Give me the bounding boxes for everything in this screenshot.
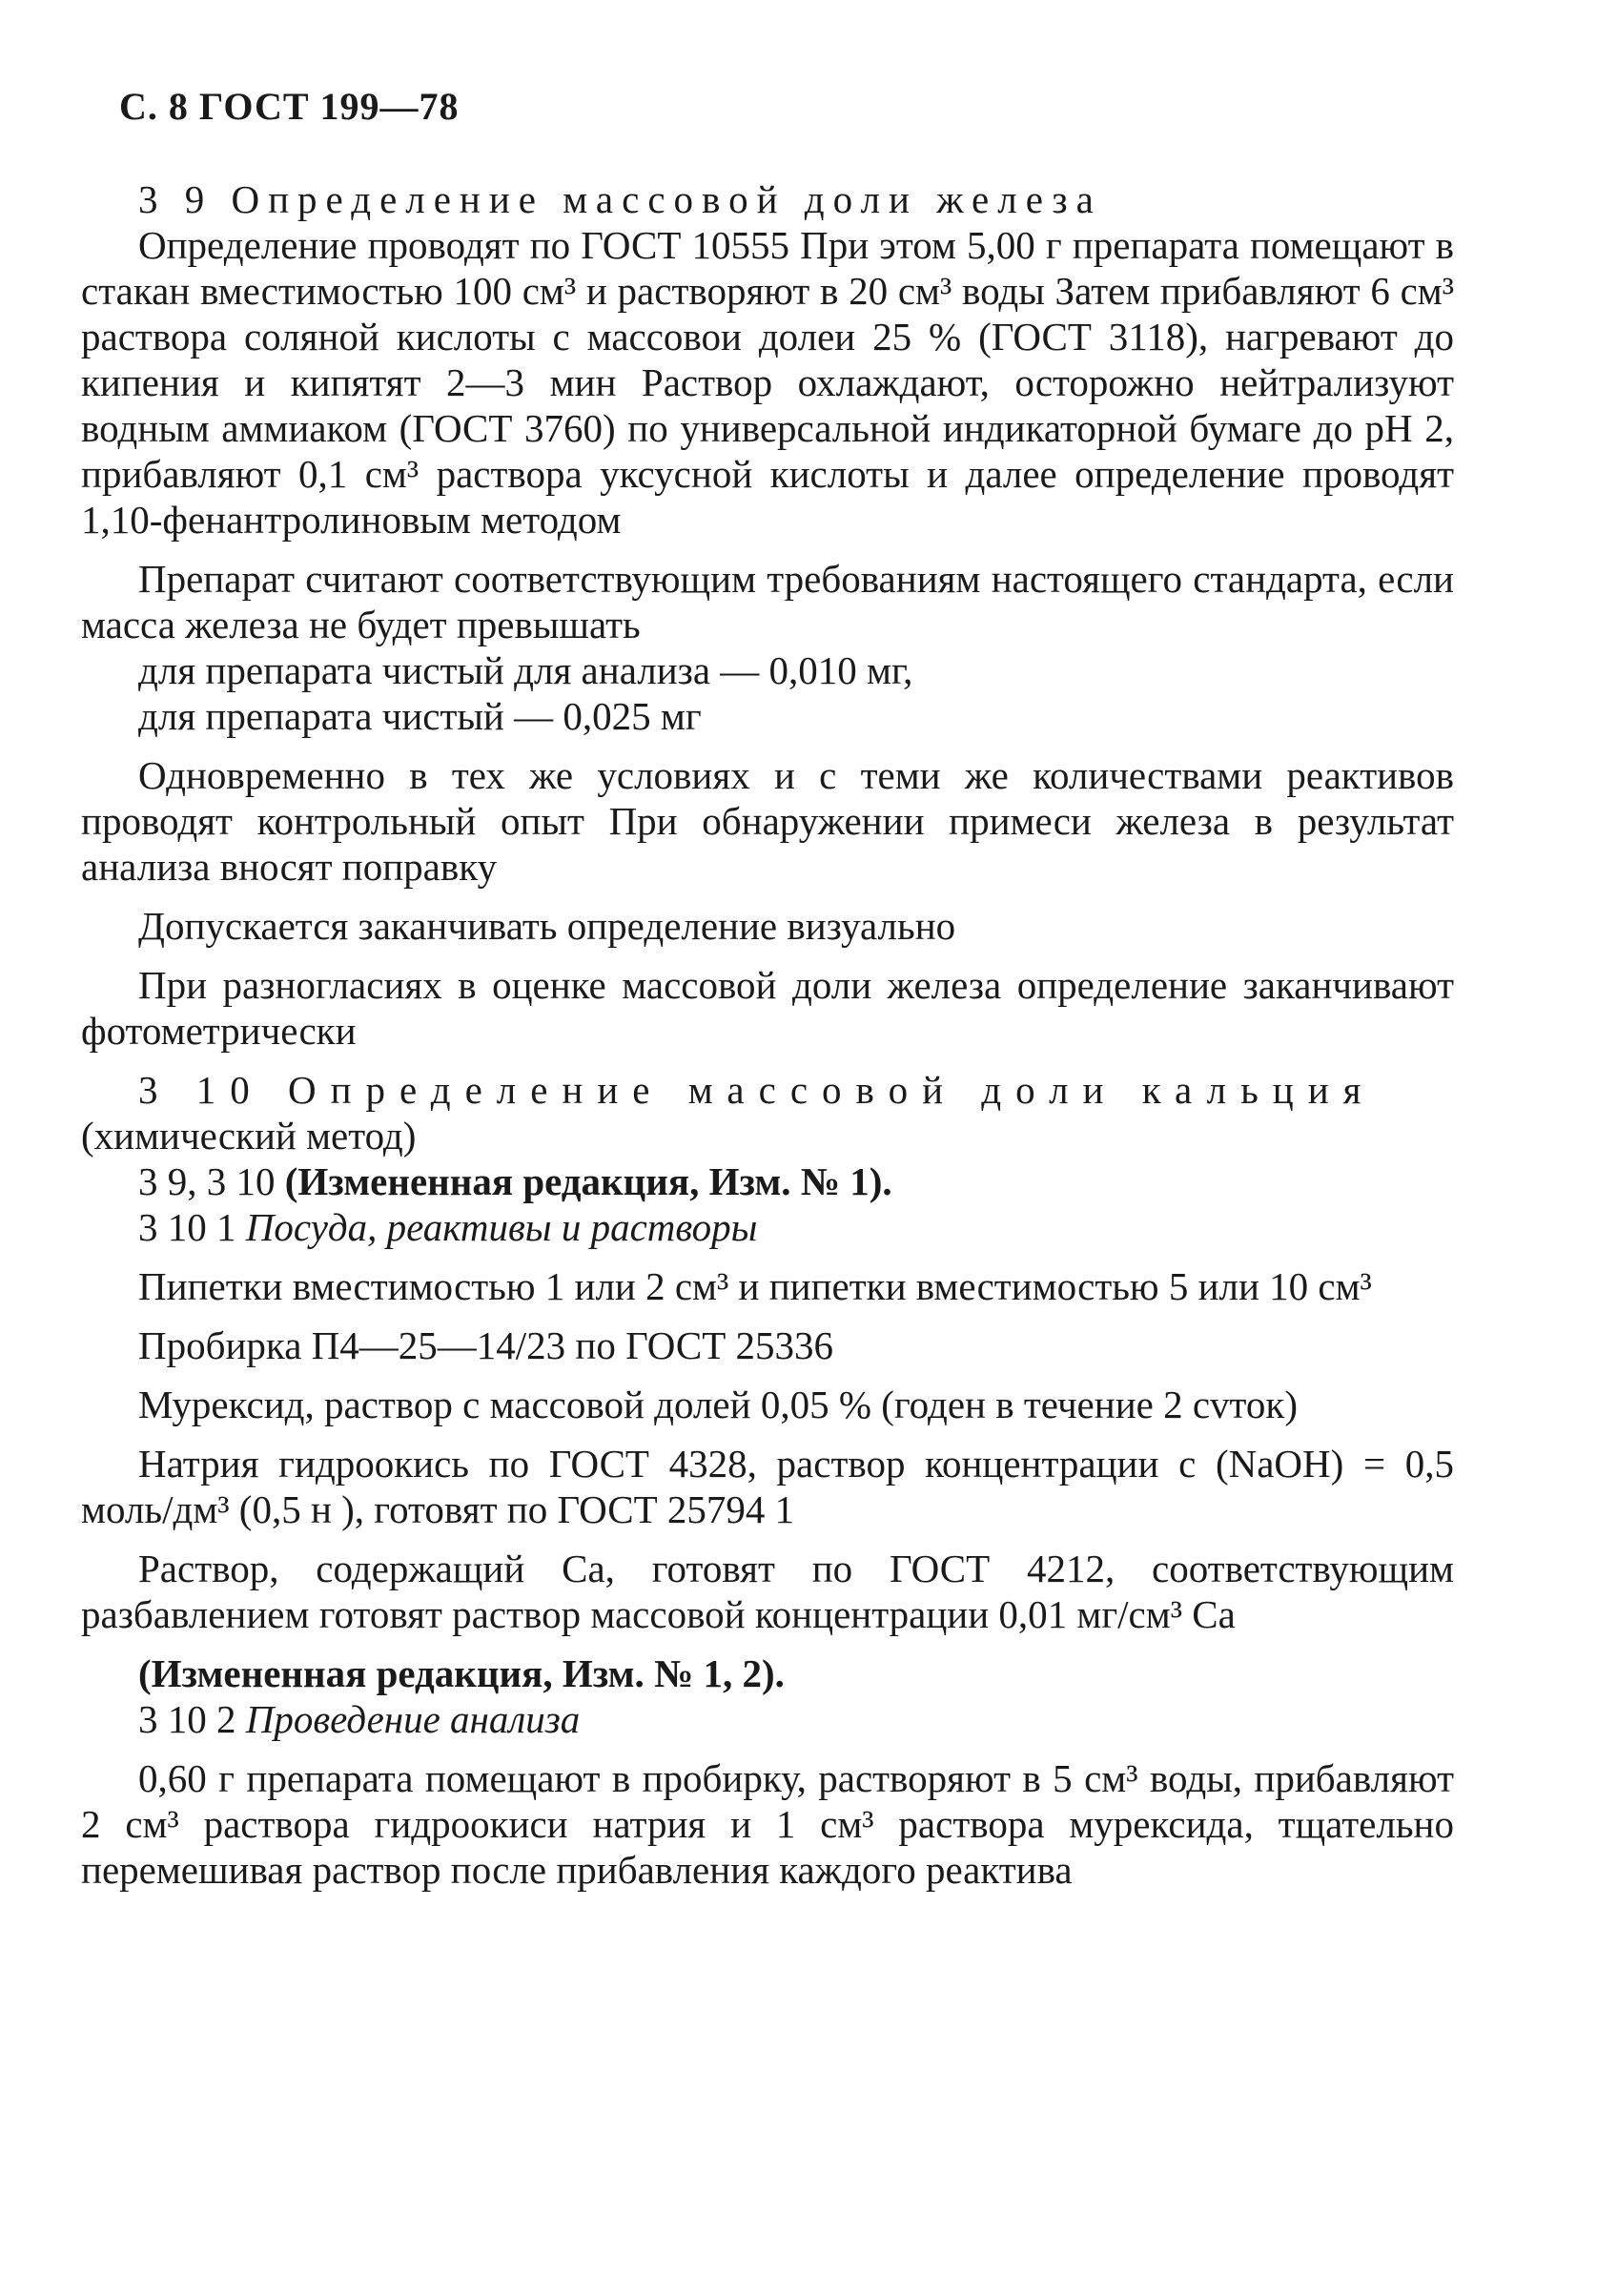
paragraph-calcium-solution: Раствор, содержащий Са, готовят по ГОСТ 4212, соответствующим разбавлением готовят раствор массовой концентрации 0,01 мг/см³ Са	[81, 1547, 1454, 1636]
paragraph-control-test: Одновременно в тех же условиях и с теми же количествами реактивов проводят контрольный опыт При обнаружении примеси железа в результат анализа вносят поправку	[81, 753, 1454, 889]
subsection-number: 3 10 2	[138, 1697, 246, 1741]
paragraph-procedure-iron: Определение проводят по ГОСТ 10555 При этом 5,00 г препарата помещают в стакан вместимостью 100 см³ и растворяют в 20 см³ воды Затем прибавляют 6 см³ раствора соляной кислоты с массовои долеи 25 % (ГОСТ 3118), нагревают до кипения и кипятят 2—3 мин Раствор охлаждают, осторожно нейтрализуют водным аммиаком (ГОСТ 3760) по универсальной индикаторной бумаге до рН 2, прибавляют 0,1 см³ раствора уксусной кислоты и далее определение проводят 1,10-фенантролиновым методом	[81, 223, 1454, 542]
amendment-line-1	[138, 1158, 1454, 1204]
amendment-note: (Измененная редакция, Изм. № 1).	[284, 1159, 892, 1203]
limit-line-analysis-grade: для препарата чистый для анализа — 0,010 мг,	[138, 648, 913, 692]
section-heading-calcium-cont: (химический метод)	[81, 1114, 417, 1158]
page-header: С. 8 ГОСТ 199—78	[119, 85, 460, 128]
document-body	[81, 176, 1454, 1893]
paragraph-pipettes: Пипетки вместимостью 1 или 2 см³ и пипетки вместимостью 5 или 10 см³	[138, 1264, 1372, 1308]
line-visual-finish: Допускается заканчивать определение визуально	[138, 904, 956, 948]
paragraph-sodium-hydroxide: Натрия гидроокись по ГОСТ 4328, раствор концентрации с (NaOH) = 0,5 моль/дм³ (0,5 н ), готовят по ГОСТ 25794 1	[81, 1442, 1454, 1531]
subsection-title: Проведение анализа	[245, 1697, 581, 1741]
paragraph-murexide: Мурексид, раствор с массовой долей 0,05 % (годен в течение 2 сvток)	[138, 1383, 1298, 1426]
paragraph-analysis-procedure: 0,60 г препарата помещают в пробирку, растворяют в 5 см³ воды, прибавляют 2 см³ раствора гидроокиси натрия и 1 см³ раствора мурексида, тщательно перемешивая раствор после прибавления каждого реактива	[81, 1756, 1454, 1892]
subsection-heading-analysis	[138, 1696, 1454, 1742]
amendment-ref: 3 9, 3 10	[138, 1159, 285, 1203]
section-heading-iron: 3 9 Определение массовой доли железа	[138, 177, 1102, 221]
amendment-line-2: (Измененная редакция, Изм. № 1, 2).	[138, 1651, 785, 1695]
subsection-title: Посуда, реактивы и растворы	[245, 1205, 758, 1249]
paragraph-requirement: Препарат считают соответствующим требованиям настоящего стандарта, если масса железа не будет превышать	[81, 557, 1454, 646]
line-test-tube: Пробирка П4—25—14/23 по ГОСТ 25336	[138, 1323, 834, 1367]
paragraph-disagreement: При разногласиях в оценке массовой доли железа определение заканчивают фотометрически	[81, 963, 1454, 1053]
section-heading-calcium: 3 10 Определение массовой доли кальция	[138, 1068, 1376, 1112]
subsection-number: 3 10 1	[138, 1205, 246, 1249]
subsection-heading-equipment	[138, 1204, 1454, 1250]
limit-line-pure-grade: для препарата чистый — 0,025 мг	[138, 694, 702, 738]
